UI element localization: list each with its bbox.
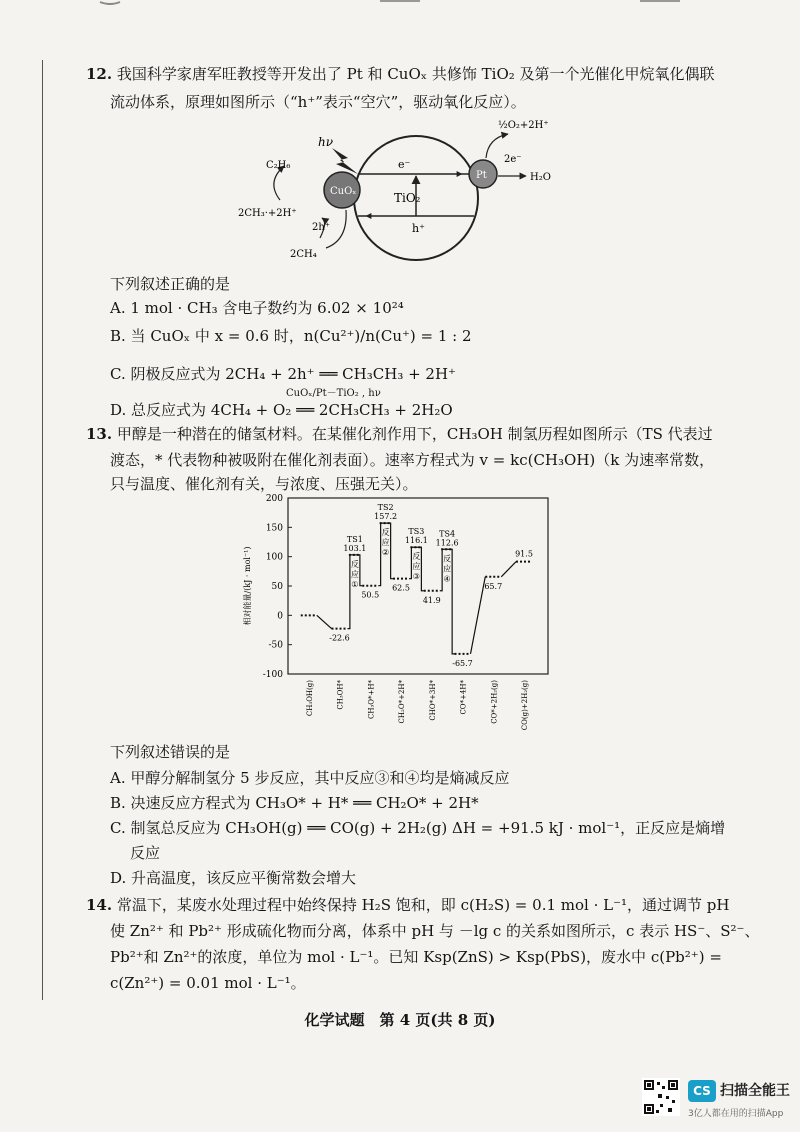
reaction-label: ①	[351, 579, 359, 589]
species-label: CH₃OH*	[336, 680, 345, 710]
scanner-logo: CS	[688, 1080, 716, 1102]
level-value-label: 62.5	[392, 583, 410, 593]
reaction-label: 应	[381, 538, 390, 548]
ts-name: TS2	[377, 503, 394, 513]
reaction-label: 应	[443, 564, 452, 574]
species-label: CO*+4H*	[459, 680, 468, 715]
connector	[501, 562, 516, 577]
plot-frame	[288, 498, 548, 674]
q13-prompt: 下列叙述错误的是	[110, 743, 231, 761]
two-hole-label: 2h⁺	[312, 222, 331, 233]
level-value-label: 50.5	[361, 590, 380, 600]
reaction-label: ③	[412, 572, 420, 582]
q12-option-a: A. 1 mol · CH₃ 含电子数约为 6.02 × 10²⁴	[110, 299, 404, 317]
q14-line4: c(Zn²⁺) = 0.01 mol · L⁻¹。	[110, 974, 306, 992]
reaction-label: 反	[381, 528, 390, 538]
q14-line3: Pb²⁺和 Zn²⁺的浓度，单位为 mol · L⁻¹。已知 Ksp(ZnS) > Ksp(PbS)，废水中 c(Pb²⁺) =	[110, 948, 722, 966]
half-o2-label: ½O₂+2H⁺	[498, 120, 549, 131]
y-tick-label: 200	[265, 494, 283, 504]
ch4-label: 2CH₄	[290, 249, 317, 260]
q13-stem-line1: 13. 甲醇是一种潜在的储氢材料。在某催化剂作用下，CH₃OH 制氢历程如图所示（TS 代表过	[86, 425, 713, 443]
margin-rule	[42, 60, 43, 1000]
q12-photocatalysis-diagram	[236, 112, 576, 272]
h2o-label: H₂O	[530, 172, 551, 183]
species-label: CO(g)+2H₂(g)	[521, 680, 530, 731]
scanner-subtitle: 3亿人都在用的扫描App	[688, 1109, 784, 1119]
ts-value: 157.2	[374, 512, 398, 522]
c2h6-label: C₂H₆	[266, 160, 291, 171]
y-tick-label: -50	[268, 640, 283, 651]
connector	[317, 615, 332, 628]
reaction-label: 反	[443, 554, 452, 564]
y-tick-label: 150	[265, 523, 283, 534]
reaction-label: 应	[350, 569, 359, 579]
ch3-radical-label: 2CH₃·+2H⁺	[238, 208, 297, 219]
q14-line1: 14. 常温下，某废水处理过程中始终保持 H₂S 饱和，即 c(H₂S) = 0.1 mol · L⁻¹，通过调节 pH	[86, 896, 730, 914]
q12-stem-line1: 12. 我国科学家唐军旺教授等开发出了 Pt 和 CuOₓ 共修饰 TiO₂ 及第一个光催化甲烷氧化偶联	[86, 65, 715, 83]
pt-label: Pt	[476, 170, 487, 181]
q13-number: 13.	[86, 425, 113, 443]
q12-prompt: 下列叙述正确的是	[110, 275, 231, 293]
species-label: CH₃OH(g)	[305, 680, 314, 717]
q13-option-b: B. 决速反应方程式为 CH₃O* + H* ══ CH₂O* + 2H*	[110, 794, 479, 812]
reaction-label: 反	[412, 552, 421, 562]
electron-label: e⁻	[398, 158, 411, 171]
scan-edge-smudge	[80, 0, 720, 10]
q13-stem-line3: 只与温度、催化剂有关，与浓度、压强无关）。	[110, 475, 418, 493]
reaction-label: 应	[412, 562, 421, 572]
q14-line2: 使 Zn²⁺ 和 Pb²⁺ 形成硫化物而分离，体系中 pH 与 －lg c 的关系如图所示，c 表示 HS⁻、S²⁻、	[110, 922, 760, 940]
tio2-label: TiO₂	[394, 191, 421, 205]
q12-option-d: D. 总反应式为 4CH₄ + O₂ ══ 2CH₃CH₃ + 2H₂O	[110, 401, 453, 419]
q13-energy-profile-chart	[236, 492, 556, 740]
ts-name: TS1	[346, 534, 363, 544]
q12-stem-line2: 流动体系，原理如图所示（“h⁺”表示“空穴”，驱动氧化反应）。	[110, 93, 526, 111]
q12-option-c: C. 阴极反应式为 2CH₄ + 2h⁺ ══ CH₃CH₃ + 2H⁺	[110, 365, 456, 383]
species-label: CO*+2H₂(g)	[490, 680, 499, 724]
reaction-label: 反	[350, 559, 359, 569]
y-tick-label: 100	[265, 552, 283, 563]
y-tick-label: 50	[271, 582, 283, 592]
y-tick-label: 0	[277, 611, 283, 622]
level-value-label: 65.7	[484, 581, 503, 591]
y-axis-label: 相对能量/(kJ · mol⁻¹)	[243, 546, 252, 626]
q13-option-d: D. 升高温度，该反应平衡常数会增大	[110, 869, 357, 887]
q13-option-c-cont: 反应	[130, 844, 161, 862]
q13-option-a: A. 甲醇分解制氢分 5 步反应，其中反应③和④均是熵减反应	[110, 769, 510, 787]
qr-code-icon	[642, 1078, 680, 1116]
connector	[471, 577, 486, 654]
two-electron-label: 2e⁻	[504, 154, 522, 165]
page-footer: 化学试题 第 4 页(共 8 页)	[304, 1011, 496, 1029]
y-tick-label: -100	[262, 670, 283, 680]
scanner-title: 扫描全能王	[720, 1083, 790, 1099]
light-label: hν	[318, 135, 334, 149]
q13-option-c: C. 制氢总反应为 CH₃OH(g) ══ CO(g) + 2H₂(g) ΔH = +91.5 kJ · mol⁻¹，正反应是熵增	[110, 819, 726, 837]
ts-name: TS3	[408, 527, 425, 537]
reaction-label: ④	[443, 574, 451, 584]
ts-value: 112.6	[435, 538, 459, 548]
q12-option-b: B. 当 CuOₓ 中 x = 0.6 时，n(Cu²⁺)/n(Cu⁺) = 1 : 2	[110, 327, 472, 345]
species-label: CHO*+3H*	[428, 680, 437, 721]
level-value-label: -65.7	[452, 658, 473, 668]
ts-value: 116.1	[404, 536, 428, 546]
ts-value: 103.1	[343, 543, 367, 553]
q14-number: 14.	[86, 896, 113, 914]
level-value-label: 91.5	[515, 549, 533, 559]
ts-name: TS4	[439, 529, 456, 539]
level-value-label: -22.6	[329, 633, 350, 643]
q13-stem-line2: 渡态，* 代表物种被吸附在催化剂表面）。速率方程式为 v = kc(CH₃OH)（k 为速率常数，	[110, 451, 715, 469]
q12-option-d-condition: CuOₓ/Pt－TiO₂ , hν	[286, 388, 381, 399]
hole-label: h⁺	[412, 222, 425, 235]
species-label: CH₃O*+H*	[367, 680, 376, 719]
cuox-label: CuOₓ	[330, 186, 357, 197]
level-value-label: 41.9	[422, 595, 441, 605]
reaction-label: ②	[382, 548, 390, 558]
light-bolt-icon	[332, 148, 358, 174]
species-label: CH₂O*+2H*	[398, 680, 407, 724]
q12-number: 12.	[86, 65, 113, 83]
